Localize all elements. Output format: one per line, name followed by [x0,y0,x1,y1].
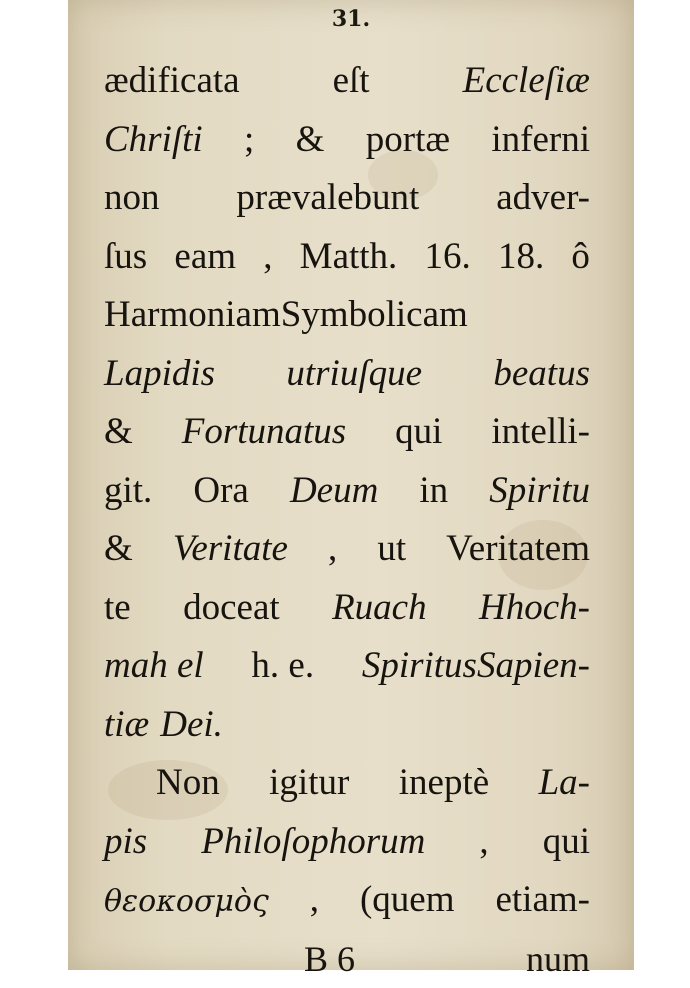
word: mah el [104,645,204,686]
text-line [104,403,590,462]
word: Philoſophorum [201,820,426,862]
text-line [104,228,590,287]
text-line [104,462,590,521]
text-line [104,696,590,755]
word: pis [104,820,148,862]
word: eam [174,235,237,277]
text-line [104,520,590,579]
word: etiam- [495,879,590,920]
page-text [104,52,590,988]
word: igitur [269,762,350,803]
word: qui [542,820,590,862]
word: Ruach [332,586,427,628]
word: Spiritu [489,469,590,511]
word: utriuſque [286,352,423,394]
word: Lapidis [104,352,216,394]
book-page [68,0,634,979]
word: non [104,177,160,218]
text-line [104,52,590,111]
word: , [263,235,273,277]
word: ô [571,235,590,277]
word: ſus [104,235,148,277]
word: & [295,118,325,160]
word: 16. [424,235,471,277]
word: ut [377,528,407,569]
word: HarmoniamSymbolicam [104,294,468,335]
word: SpiritusSapien- [361,645,590,686]
word: Ora [193,469,249,511]
word: , [309,879,320,920]
word: Non [156,762,220,803]
word: eſt [332,60,370,101]
word: Chriſti [104,118,203,160]
word: 18. [497,235,545,277]
text-line [104,871,590,930]
word: doceat [183,586,280,628]
word: ineptè [398,762,490,803]
signature-mark: B 6 [304,938,356,979]
page-number: 31. [331,6,371,32]
word: Hhoch- [479,586,590,628]
word: (quem [359,879,455,920]
word: & [104,528,133,569]
word: θεοκοσμὸς [104,884,269,919]
word: h. e. [251,645,315,686]
word: La- [538,762,590,803]
word: , [328,528,338,569]
word: git. [104,469,153,511]
word: Dei. [160,703,223,745]
word: Fortunatus [181,411,347,452]
catchword: num [525,938,590,979]
word: Deum [289,469,379,511]
text-line [104,813,590,872]
word: Veritatem [446,528,590,569]
text-line [104,111,590,170]
word: qui [395,411,443,452]
word: , [479,820,489,862]
text-line [104,637,590,696]
text-line [104,754,590,813]
word: portæ [365,118,451,160]
word: Eccleſiæ [462,60,590,101]
text-line [104,169,590,228]
word: in [419,469,449,511]
word: ædificata [104,60,240,101]
word: tiæ [104,703,150,745]
text-line [104,579,590,638]
word: adver- [496,177,590,218]
word: ; [244,118,255,160]
word: intelli- [491,411,590,452]
word: te [104,586,131,628]
word: beatus [493,352,590,394]
text-line [104,345,590,404]
text-line [104,286,590,345]
word: Matth. [299,235,398,277]
word: prævalebunt [236,177,420,218]
word: Veritate [172,528,288,569]
word: inferni [491,118,590,160]
catch-line [104,930,590,988]
word: & [104,411,133,452]
